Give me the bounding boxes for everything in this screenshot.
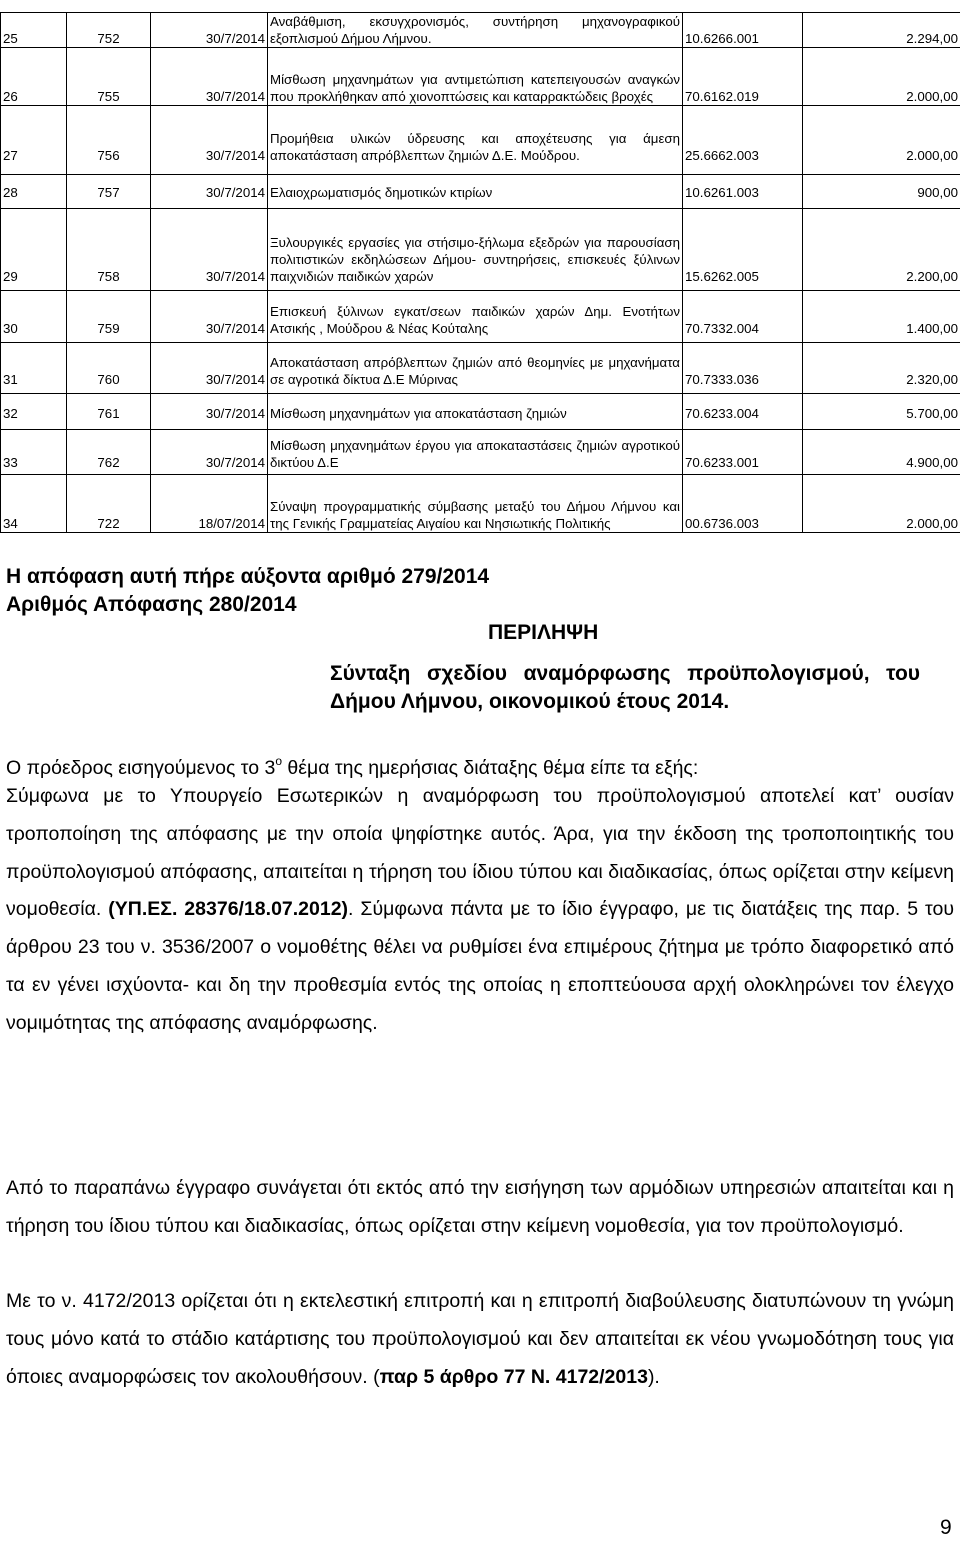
row-description: Μίσθωση μηχανημάτων για αποκατάσταση ζημιών — [268, 394, 683, 430]
summary-title: Σύνταξη σχεδίου αναμόρφωσης προϋπολογισμού, του Δήμου Λήμνου, οικονομικού έτους 2014. — [330, 662, 920, 713]
table-row — [1, 106, 960, 175]
body-text: Με το ν. 4172/2013 ορίζεται ότι η εκτελεστική επιτροπή και η επιτροπή διαβούλευσης διατυπώνουν τη γνώμη τους μόνο κατά το στάδιο κατάρτισης του προϋπολογισμού και δεν απαιτείται εκ νέου γνωμοδότηση τους για όποιες αναμορφώσεις τον ακολουθήσουν. ( — [6, 1290, 954, 1388]
protocol-code: 758 — [67, 209, 151, 291]
decision-serial-line: Η απόφαση αυτή πήρε αύξοντα αριθμό 279/2014 — [6, 565, 490, 588]
body-text: ). — [647, 1365, 660, 1388]
row-amount: 2.000,00 — [803, 48, 960, 106]
budget-code: 70.6233.001 — [683, 430, 803, 475]
row-date: 30/7/2014 — [151, 343, 268, 394]
budget-code: 15.6262.005 — [683, 209, 803, 291]
body-text: Σύμφωνα με το Υπουργείο Εσωτερικών η αναμόρφωση του προϋπολογισμού αποτελεί κατ’ ουσίαν τροποποίηση της απόφασης με την οποία ψηφίστηκε αυτός. Άρα, για την έκδοση της τροποποιητικής του προϋπολογισμού απόφασης, απαιτείται η τήρηση του ίδιου τύπου και διαδικασίας, όπως ορίζεται στην κείμενη νομοθεσία. — [6, 785, 954, 921]
row-number: 34 — [1, 475, 67, 533]
protocol-code: 755 — [67, 48, 151, 106]
row-date: 30/7/2014 — [151, 175, 268, 209]
row-number: 31 — [1, 343, 67, 394]
row-amount: 5.700,00 — [803, 394, 960, 430]
budget-code: 25.6662.003 — [683, 106, 803, 175]
row-amount: 2.294,00 — [803, 13, 960, 48]
row-number: 30 — [1, 291, 67, 343]
table-row — [1, 13, 960, 48]
table-row — [1, 343, 960, 394]
row-number: 26 — [1, 48, 67, 106]
budget-code: 10.6261.003 — [683, 175, 803, 209]
row-number: 29 — [1, 209, 67, 291]
row-amount: 2.320,00 — [803, 343, 960, 394]
summary-heading: ΠΕΡΙΛΗΨΗ — [488, 621, 599, 644]
row-number: 27 — [1, 106, 67, 175]
row-description: Σύναψη προγραμματικής σύμβασης μεταξύ του Δήμου Λήμνου και της Γενικής Γραμματείας Αιγαίου και Νησιωτικής Πολιτικής — [268, 475, 683, 533]
body-paragraph-2: Από το παραπάνω έγγραφο συνάγεται ότι εκτός από την εισήγηση των αρμόδιων υπηρεσιών απαιτείται και η τήρηση του ίδιου τύπου και διαδικασίας, όπως ορίζεται στην κείμενη νομοθεσία, για τον προϋπολογισμό. — [6, 1177, 954, 1237]
protocol-code: 722 — [67, 475, 151, 533]
row-date: 30/7/2014 — [151, 106, 268, 175]
row-description: Ξυλουργικές εργασίες για στήσιμο-ξήλωμα εξεδρών για παρουσίαση πολιτιστικών εκδηλώσεων Δήμου- συντηρήσεις, επισκευές ξύλινων παιχνιδιών παιδικών χαρών — [268, 209, 683, 291]
budget-code: 00.6736.003 — [683, 475, 803, 533]
row-amount: 2.200,00 — [803, 209, 960, 291]
row-date: 30/7/2014 — [151, 291, 268, 343]
protocol-code: 752 — [67, 13, 151, 48]
table-row — [1, 175, 960, 209]
table-row — [1, 209, 960, 291]
row-description: Μίσθωση μηχανημάτων για αντιμετώπιση κατεπειγουσών αναγκών που προκλήθηκαν από χιονοπτώσεις και καταρρακτώδεις βροχές — [268, 48, 683, 106]
table-row — [1, 430, 960, 475]
row-date: 30/7/2014 — [151, 13, 268, 48]
protocol-code: 762 — [67, 430, 151, 475]
intro-text-start: Ο πρόεδρος εισηγούμενος το 3 — [6, 757, 276, 779]
row-amount: 1.400,00 — [803, 291, 960, 343]
table-row — [1, 475, 960, 533]
ordinal-superscript: ο — [275, 754, 283, 768]
budget-table — [0, 12, 960, 533]
table-row — [1, 394, 960, 430]
intro-text-end: θέμα της ημερήσιας διάταξης θέμα είπε τα εξής: — [282, 757, 699, 779]
budget-code: 10.6266.001 — [683, 13, 803, 48]
table-row — [1, 291, 960, 343]
row-description: Επισκευή ξύλινων εγκατ/σεων παιδικών χαρών Δημ. Ενοτήτων Ατσικής , Μούδρου & Νέας Κούταλης — [268, 291, 683, 343]
row-amount: 2.000,00 — [803, 106, 960, 175]
table-row — [1, 48, 960, 106]
row-number: 32 — [1, 394, 67, 430]
protocol-code: 760 — [67, 343, 151, 394]
page-number: 9 — [940, 1516, 952, 1539]
row-amount: 4.900,00 — [803, 430, 960, 475]
law-reference: παρ 5 άρθρο 77 Ν. 4172/2013 — [379, 1365, 648, 1388]
row-description: Προμήθεια υλικών ύδρευσης και αποχέτευσης για άμεση αποκατάσταση απρόβλεπτων ζημιών Δ.Ε. Μούδρου. — [268, 106, 683, 175]
body-paragraph-1 — [6, 778, 954, 1043]
row-date: 18/07/2014 — [151, 475, 268, 533]
row-date: 30/7/2014 — [151, 48, 268, 106]
row-number: 28 — [1, 175, 67, 209]
budget-code: 70.7333.036 — [683, 343, 803, 394]
row-amount: 900,00 — [803, 175, 960, 209]
row-description: Ελαιοχρωματισμός δημοτικών κτιρίων — [268, 175, 683, 209]
row-date: 30/7/2014 — [151, 209, 268, 291]
budget-code: 70.7332.004 — [683, 291, 803, 343]
intro-paragraph — [6, 748, 954, 781]
row-number: 33 — [1, 430, 67, 475]
budget-code: 70.6162.019 — [683, 48, 803, 106]
body-paragraph-3 — [6, 1283, 954, 1396]
row-amount: 2.000,00 — [803, 475, 960, 533]
budget-code: 70.6233.004 — [683, 394, 803, 430]
circular-reference: (ΥΠ.ΕΣ. 28376/18.07.2012) — [108, 898, 349, 921]
protocol-code: 757 — [67, 175, 151, 209]
row-description: Μίσθωση μηχανημάτων έργου για αποκαταστάσεις ζημιών αγροτικού δικτύου Δ.Ε — [268, 430, 683, 475]
row-description: Αποκατάσταση απρόβλεπτων ζημιών από θεομηνίες με μηχανήματα σε αγροτικά δίκτυα Δ.Ε Μύρινας — [268, 343, 683, 394]
body-text: . Σύμφωνα πάντα με το ίδιο έγγραφο, με τις διατάξεις της παρ. 5 του άρθρου 23 του ν. 3536/2007 ο νομοθέτης θέλει να ρυθμίσει ένα επιμέρους ζήτημα με τρόπο διαφορετικό από τα εν γένει ισχύοντα- και δη την προθεσμία εντός της οποίας η εποπτεύουσα αρχή ολοκληρώνει τον έλεγχο νομιμότητας της απόφασης αναμόρφωσης. — [6, 898, 954, 1034]
row-description: Αναβάθμιση, εκσυγχρονισμός, συντήρηση μηχανογραφικού εξοπλισμού Δήμου Λήμνου. — [268, 13, 683, 48]
row-date: 30/7/2014 — [151, 430, 268, 475]
row-number: 25 — [1, 13, 67, 48]
protocol-code: 761 — [67, 394, 151, 430]
decision-number-line: Αριθμός Απόφασης 280/2014 — [6, 593, 297, 616]
protocol-code: 756 — [67, 106, 151, 175]
protocol-code: 759 — [67, 291, 151, 343]
row-date: 30/7/2014 — [151, 394, 268, 430]
